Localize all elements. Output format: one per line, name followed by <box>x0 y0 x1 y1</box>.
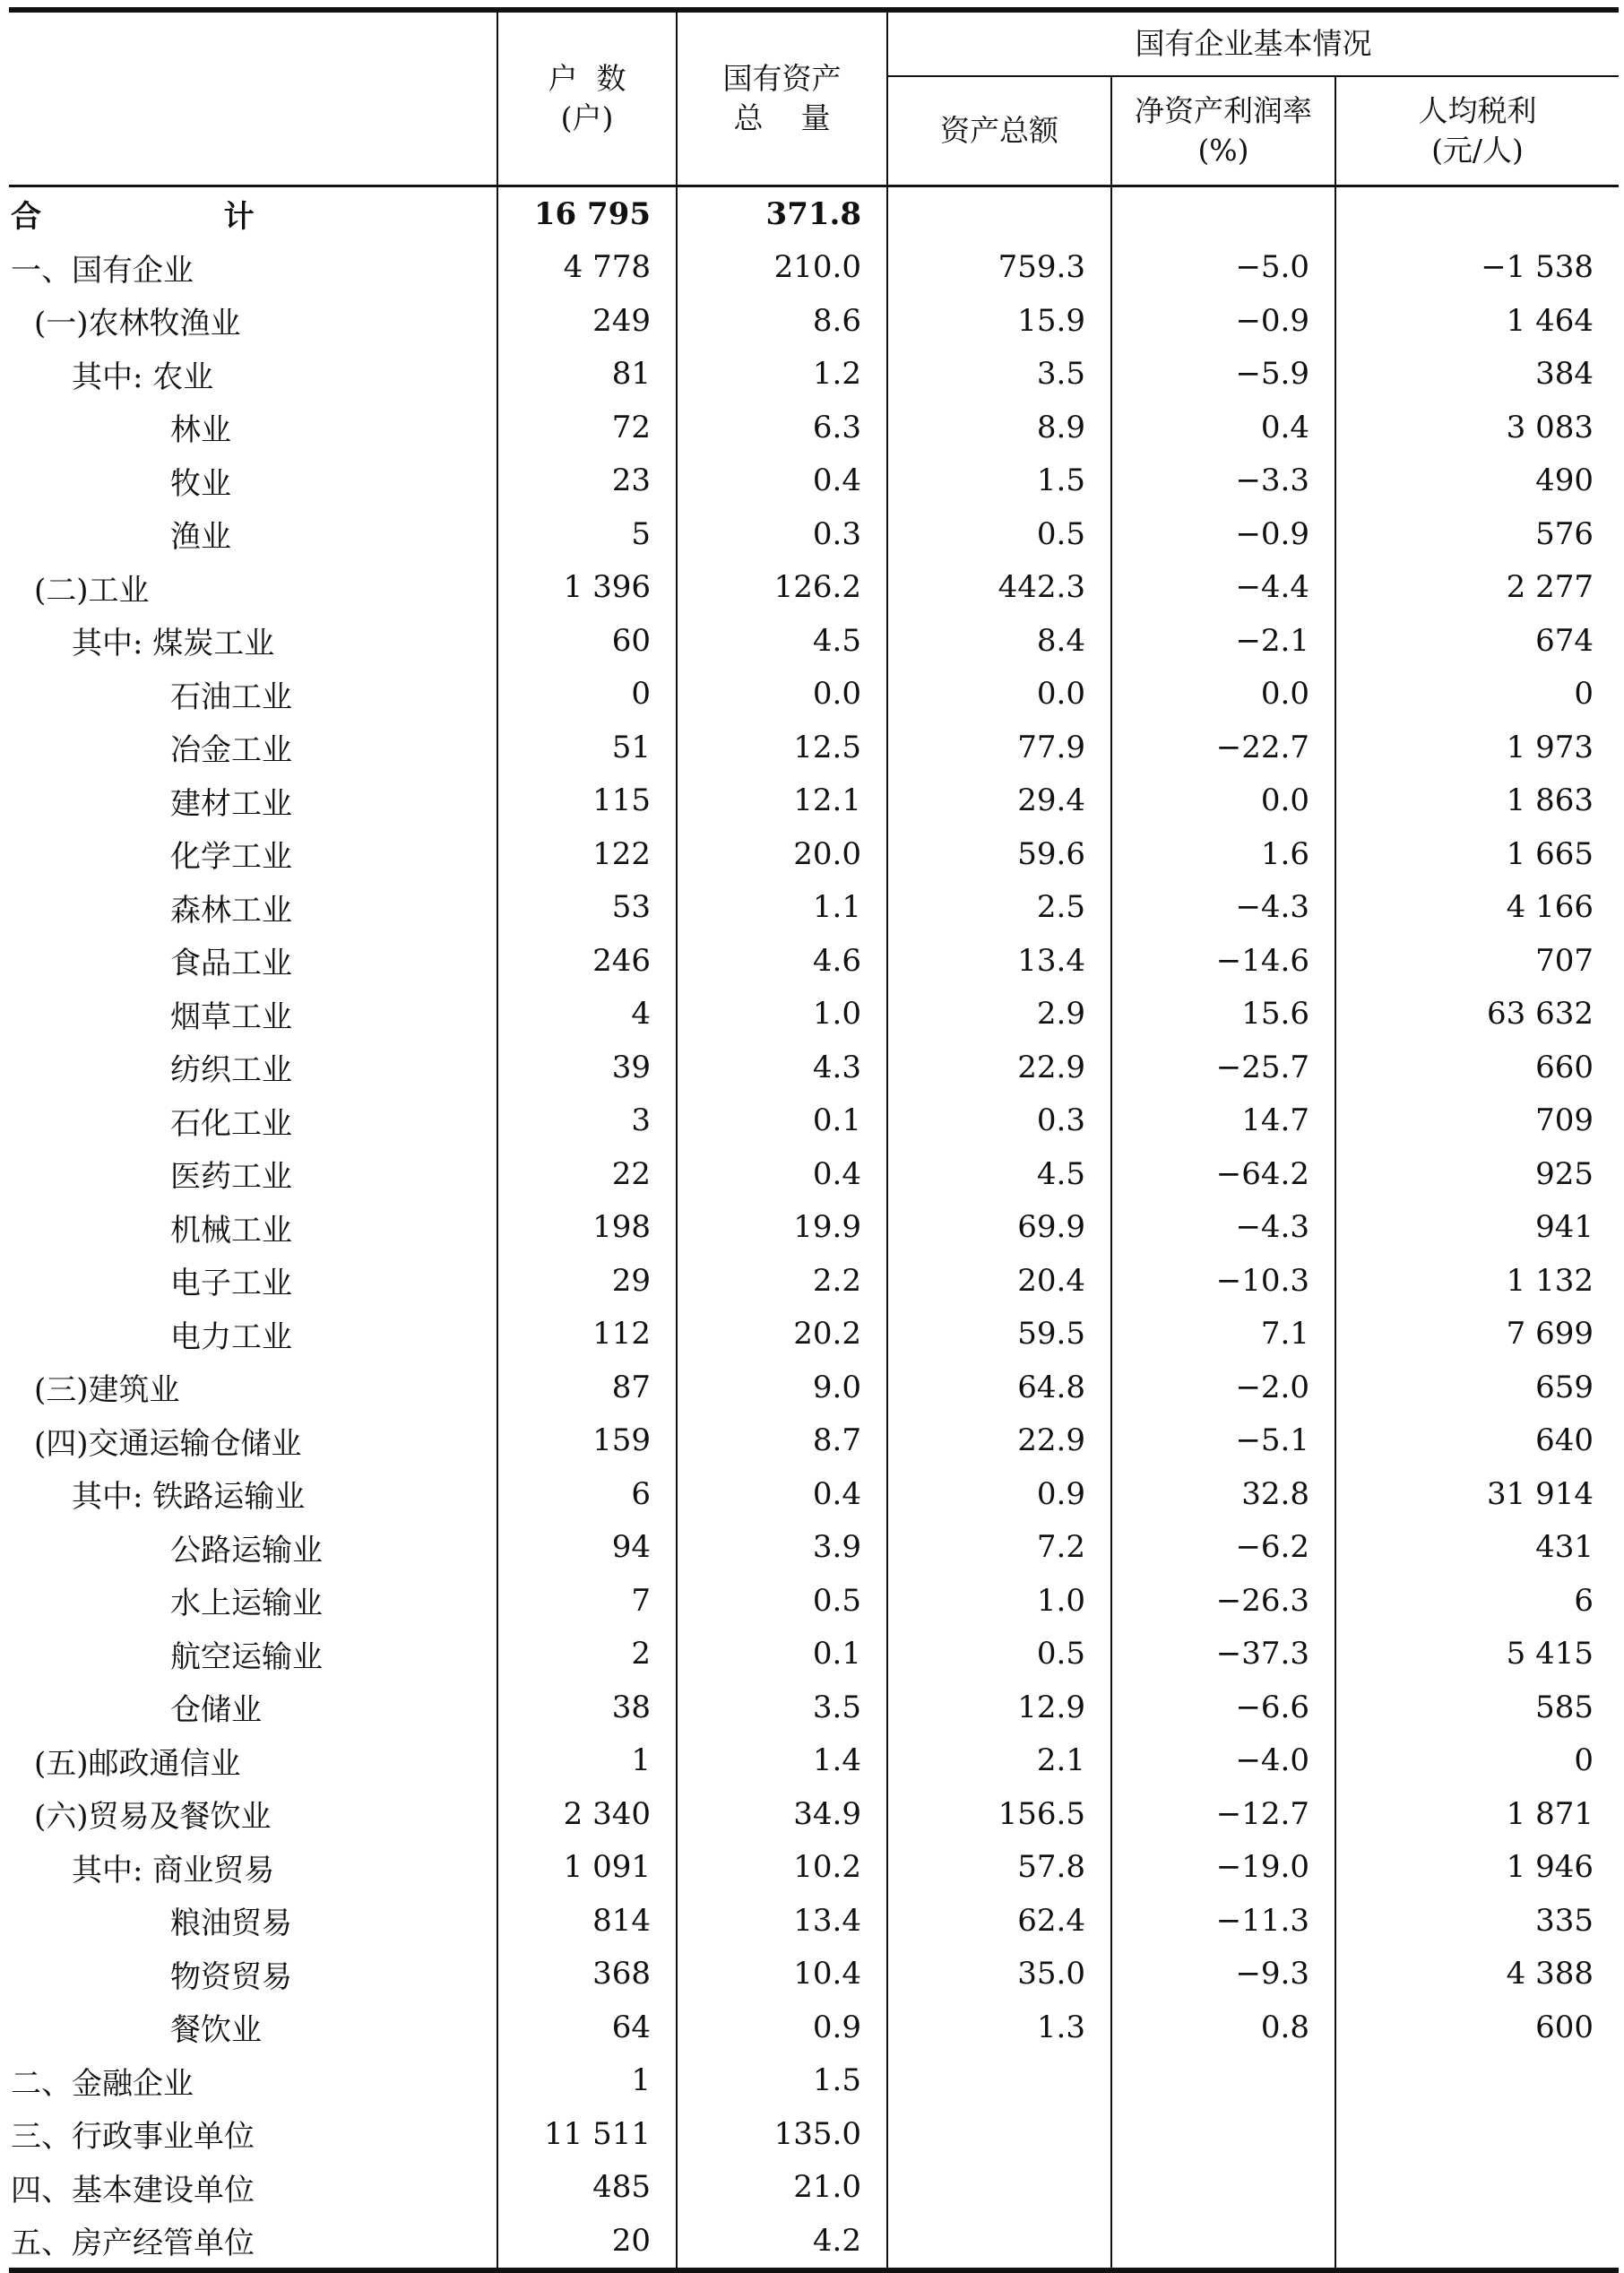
row-label: 其中: 铁路运输业 <box>72 1479 306 1516</box>
cell-households: 72 <box>497 401 677 454</box>
cell-roe: −2.1 <box>1111 614 1335 668</box>
cell-total-assets: 2.9 <box>887 988 1111 1041</box>
cell-households: 64 <box>497 2001 677 2054</box>
cell-state-assets: 8.7 <box>677 1414 887 1468</box>
cell-tax-per-capita: 941 <box>1335 1201 1619 1255</box>
table-row <box>9 294 1619 348</box>
cell-state-assets: 4.6 <box>677 934 887 988</box>
cell-total-assets: 0.3 <box>887 1094 1111 1148</box>
row-label: (二)工业 <box>34 572 150 609</box>
cell-total-assets <box>887 2161 1111 2215</box>
cell-tax-per-capita: 4 166 <box>1335 881 1619 935</box>
cell-tax-per-capita: 384 <box>1335 348 1619 402</box>
table-row <box>9 1467 1619 1521</box>
cell-state-assets: 0.1 <box>677 1628 887 1681</box>
cell-total-assets <box>887 2054 1111 2108</box>
row-label: 电力工业 <box>170 1318 292 1355</box>
row-label: 合 计 <box>11 199 308 236</box>
cell-roe: −12.7 <box>1111 1787 1335 1841</box>
cell-roe: 0.4 <box>1111 401 1335 454</box>
cell-state-assets: 10.4 <box>677 1948 887 2001</box>
row-label: 化学工业 <box>170 839 292 876</box>
header-households-unit: (户) <box>560 100 614 135</box>
table-row <box>9 1894 1619 1948</box>
table-row <box>9 1308 1619 1361</box>
cell-tax-per-capita <box>1335 2214 1619 2270</box>
cell-total-assets: 57.8 <box>887 1841 1111 1895</box>
cell-tax-per-capita: 1 863 <box>1335 774 1619 828</box>
row-label: 一、国有企业 <box>11 252 194 289</box>
cell-households: 2 340 <box>497 1787 677 1841</box>
cell-tax-per-capita: 490 <box>1335 454 1619 508</box>
cell-households: 1 396 <box>497 561 677 615</box>
row-label: 三、行政事业单位 <box>11 2119 255 2156</box>
row-label: 食品工业 <box>170 946 292 982</box>
cell-tax-per-capita <box>1335 186 1619 241</box>
row-label: (五)邮政通信业 <box>34 1745 241 1782</box>
cell-households: 1 091 <box>497 1841 677 1895</box>
cell-total-assets: 1.3 <box>887 2001 1111 2054</box>
cell-state-assets: 4.5 <box>677 614 887 668</box>
cell-total-assets: 4.5 <box>887 1147 1111 1201</box>
header-tax-per-capita-unit: (元/人) <box>1431 133 1524 168</box>
cell-roe: 0.0 <box>1111 774 1335 828</box>
row-label: 二、金融企业 <box>11 2065 194 2102</box>
header-households-title: 户 数 <box>548 61 626 96</box>
cell-state-assets: 19.9 <box>677 1201 887 1255</box>
cell-total-assets: 0.9 <box>887 1467 1111 1521</box>
cell-households: 1 <box>497 2054 677 2108</box>
table-row <box>9 1361 1619 1414</box>
cell-total-assets: 59.6 <box>887 827 1111 881</box>
statistics-table-sheet <box>9 7 1619 2273</box>
header-roe <box>1111 76 1335 186</box>
cell-tax-per-capita: −1 538 <box>1335 241 1619 295</box>
header-state-assets <box>677 10 887 186</box>
cell-state-assets: 13.4 <box>677 1894 887 1948</box>
cell-state-assets: 210.0 <box>677 241 887 295</box>
row-label: (四)交通运输仓储业 <box>34 1425 302 1462</box>
header-state-assets-line2: 总 量 <box>733 100 831 135</box>
table-row <box>9 2107 1619 2161</box>
table-row <box>9 827 1619 881</box>
row-label: 水上运输业 <box>170 1586 323 1622</box>
row-label: 电子工业 <box>170 1266 292 1302</box>
cell-roe: −4.3 <box>1111 881 1335 935</box>
cell-tax-per-capita: 576 <box>1335 507 1619 561</box>
cell-tax-per-capita: 1 464 <box>1335 294 1619 348</box>
cell-roe <box>1111 2214 1335 2270</box>
table-row <box>9 721 1619 774</box>
cell-state-assets: 0.1 <box>677 1094 887 1148</box>
table-row <box>9 1414 1619 1468</box>
cell-households: 29 <box>497 1254 677 1308</box>
cell-state-assets: 135.0 <box>677 2107 887 2161</box>
cell-state-assets: 0.9 <box>677 2001 887 2054</box>
cell-total-assets: 22.9 <box>887 1414 1111 1468</box>
table-row <box>9 348 1619 402</box>
table-row <box>9 1041 1619 1094</box>
cell-households: 81 <box>497 348 677 402</box>
row-label: 森林工业 <box>170 892 292 929</box>
cell-state-assets: 20.2 <box>677 1308 887 1361</box>
table-row <box>9 1201 1619 1255</box>
cell-total-assets: 12.9 <box>887 1681 1111 1734</box>
row-label: 石化工业 <box>170 1105 292 1142</box>
cell-total-assets: 8.4 <box>887 614 1111 668</box>
cell-state-assets: 12.1 <box>677 774 887 828</box>
cell-total-assets: 759.3 <box>887 241 1111 295</box>
cell-tax-per-capita: 600 <box>1335 2001 1619 2054</box>
row-label: 纺织工业 <box>170 1052 292 1089</box>
row-label: 烟草工业 <box>170 998 292 1035</box>
cell-state-assets: 1.4 <box>677 1734 887 1788</box>
cell-roe: −22.7 <box>1111 721 1335 774</box>
cell-roe: −5.0 <box>1111 241 1335 295</box>
header-item-column <box>9 10 497 186</box>
table-row <box>9 1574 1619 1628</box>
cell-roe: 0.8 <box>1111 2001 1335 2054</box>
cell-tax-per-capita: 1 665 <box>1335 827 1619 881</box>
cell-households: 60 <box>497 614 677 668</box>
cell-state-assets: 0.4 <box>677 454 887 508</box>
cell-households: 112 <box>497 1308 677 1361</box>
row-label: (六)贸易及餐饮业 <box>34 1799 272 1836</box>
cell-state-assets: 1.2 <box>677 348 887 402</box>
table-row <box>9 774 1619 828</box>
cell-state-assets: 0.5 <box>677 1574 887 1628</box>
cell-tax-per-capita: 660 <box>1335 1041 1619 1094</box>
cell-roe: 15.6 <box>1111 988 1335 1041</box>
cell-total-assets: 77.9 <box>887 721 1111 774</box>
cell-roe: 14.7 <box>1111 1094 1335 1148</box>
header-state-assets-line1: 国有资产 <box>722 61 842 96</box>
cell-households: 115 <box>497 774 677 828</box>
cell-households: 122 <box>497 827 677 881</box>
cell-total-assets: 8.9 <box>887 401 1111 454</box>
cell-state-assets: 0.3 <box>677 507 887 561</box>
table-row <box>9 1734 1619 1788</box>
cell-tax-per-capita: 63 632 <box>1335 988 1619 1041</box>
cell-roe: −0.9 <box>1111 507 1335 561</box>
table-row <box>9 934 1619 988</box>
cell-households: 159 <box>497 1414 677 1468</box>
cell-roe: −3.3 <box>1111 454 1335 508</box>
cell-roe <box>1111 2054 1335 2108</box>
table-header <box>9 10 1619 186</box>
cell-total-assets: 15.9 <box>887 294 1111 348</box>
cell-tax-per-capita: 925 <box>1335 1147 1619 1201</box>
table-row <box>9 401 1619 454</box>
cell-total-assets: 0.0 <box>887 668 1111 722</box>
cell-state-assets: 12.5 <box>677 721 887 774</box>
table-row <box>9 988 1619 1041</box>
cell-total-assets: 22.9 <box>887 1041 1111 1094</box>
cell-roe: −4.4 <box>1111 561 1335 615</box>
cell-total-assets: 0.5 <box>887 507 1111 561</box>
cell-state-assets: 0.4 <box>677 1467 887 1521</box>
cell-tax-per-capita: 1 946 <box>1335 1841 1619 1895</box>
cell-households: 198 <box>497 1201 677 1255</box>
cell-state-assets: 2.2 <box>677 1254 887 1308</box>
header-roe-title: 净资产利润率 <box>1135 93 1312 128</box>
cell-roe: −25.7 <box>1111 1041 1335 1094</box>
cell-total-assets: 20.4 <box>887 1254 1111 1308</box>
cell-households: 20 <box>497 2214 677 2270</box>
cell-households: 485 <box>497 2161 677 2215</box>
row-label: (一)农林牧渔业 <box>34 306 241 342</box>
cell-tax-per-capita: 659 <box>1335 1361 1619 1414</box>
row-label: 机械工业 <box>170 1212 292 1249</box>
cell-tax-per-capita: 0 <box>1335 668 1619 722</box>
cell-tax-per-capita: 3 083 <box>1335 401 1619 454</box>
table-row <box>9 1254 1619 1308</box>
table-row <box>9 1147 1619 1201</box>
cell-tax-per-capita: 0 <box>1335 1734 1619 1788</box>
cell-households: 814 <box>497 1894 677 1948</box>
cell-roe <box>1111 2161 1335 2215</box>
cell-roe: −26.3 <box>1111 1574 1335 1628</box>
header-households <box>497 10 677 186</box>
cell-households: 1 <box>497 1734 677 1788</box>
table-row <box>9 2214 1619 2270</box>
table-row <box>9 614 1619 668</box>
cell-households: 246 <box>497 934 677 988</box>
row-label: 航空运输业 <box>170 1638 323 1675</box>
cell-state-assets: 1.5 <box>677 2054 887 2108</box>
cell-households: 87 <box>497 1361 677 1414</box>
cell-roe: −4.0 <box>1111 1734 1335 1788</box>
cell-roe: −5.9 <box>1111 348 1335 402</box>
cell-households: 5 <box>497 507 677 561</box>
cell-state-assets: 9.0 <box>677 1361 887 1414</box>
cell-tax-per-capita: 640 <box>1335 1414 1619 1468</box>
table-row <box>9 668 1619 722</box>
row-label: 物资贸易 <box>170 1958 292 1995</box>
cell-roe: −6.6 <box>1111 1681 1335 1734</box>
table-row <box>9 1094 1619 1148</box>
row-label: 医药工业 <box>170 1159 292 1196</box>
cell-households: 38 <box>497 1681 677 1734</box>
cell-roe <box>1111 186 1335 241</box>
cell-total-assets: 59.5 <box>887 1308 1111 1361</box>
cell-roe: 0.0 <box>1111 668 1335 722</box>
cell-state-assets: 34.9 <box>677 1787 887 1841</box>
cell-roe: 32.8 <box>1111 1467 1335 1521</box>
cell-households: 7 <box>497 1574 677 1628</box>
header-tax-per-capita-title: 人均税利 <box>1418 93 1537 128</box>
cell-roe: −2.0 <box>1111 1361 1335 1414</box>
row-label: 四、基本建设单位 <box>11 2172 255 2208</box>
cell-total-assets: 62.4 <box>887 1894 1111 1948</box>
cell-total-assets: 7.2 <box>887 1521 1111 1575</box>
table-row <box>9 507 1619 561</box>
cell-total-assets <box>887 186 1111 241</box>
cell-tax-per-capita: 1 973 <box>1335 721 1619 774</box>
cell-roe: −64.2 <box>1111 1147 1335 1201</box>
row-label: 公路运输业 <box>170 1532 323 1569</box>
cell-households: 11 511 <box>497 2107 677 2161</box>
cell-households: 39 <box>497 1041 677 1094</box>
cell-tax-per-capita: 1 132 <box>1335 1254 1619 1308</box>
header-group-soe-basic: 国有企业基本情况 <box>887 10 1619 76</box>
cell-households: 53 <box>497 881 677 935</box>
cell-tax-per-capita: 674 <box>1335 614 1619 668</box>
cell-state-assets: 371.8 <box>677 186 887 241</box>
cell-tax-per-capita: 5 415 <box>1335 1628 1619 1681</box>
cell-state-assets: 3.5 <box>677 1681 887 1734</box>
row-label: 其中: 商业贸易 <box>72 1852 275 1888</box>
cell-total-assets <box>887 2107 1111 2161</box>
cell-roe: −5.1 <box>1111 1414 1335 1468</box>
table-row <box>9 1521 1619 1575</box>
cell-households: 2 <box>497 1628 677 1681</box>
cell-tax-per-capita: 1 871 <box>1335 1787 1619 1841</box>
cell-total-assets: 1.5 <box>887 454 1111 508</box>
cell-roe: −37.3 <box>1111 1628 1335 1681</box>
header-tax-per-capita <box>1335 76 1619 186</box>
cell-households: 3 <box>497 1094 677 1148</box>
cell-households: 22 <box>497 1147 677 1201</box>
cell-total-assets: 2.1 <box>887 1734 1111 1788</box>
cell-total-assets: 35.0 <box>887 1948 1111 2001</box>
cell-total-assets: 442.3 <box>887 561 1111 615</box>
table-body <box>9 186 1619 2270</box>
table-row <box>9 881 1619 935</box>
row-label: 林业 <box>170 412 231 449</box>
cell-total-assets: 1.0 <box>887 1574 1111 1628</box>
cell-tax-per-capita: 4 388 <box>1335 1948 1619 2001</box>
cell-state-assets: 10.2 <box>677 1841 887 1895</box>
row-label: 牧业 <box>170 465 231 502</box>
table-row <box>9 2054 1619 2108</box>
header-total-assets: 资产总额 <box>887 76 1111 186</box>
cell-households: 368 <box>497 1948 677 2001</box>
cell-state-assets: 0.4 <box>677 1147 887 1201</box>
cell-tax-per-capita: 335 <box>1335 1894 1619 1948</box>
cell-roe: −10.3 <box>1111 1254 1335 1308</box>
cell-households: 4 <box>497 988 677 1041</box>
row-label: 其中: 农业 <box>72 359 214 395</box>
row-label: 仓储业 <box>170 1692 262 1729</box>
cell-roe: −19.0 <box>1111 1841 1335 1895</box>
table-row <box>9 1841 1619 1895</box>
cell-households: 51 <box>497 721 677 774</box>
table-row <box>9 1948 1619 2001</box>
cell-state-assets: 4.3 <box>677 1041 887 1094</box>
table-row <box>9 561 1619 615</box>
cell-households: 23 <box>497 454 677 508</box>
table-row <box>9 2001 1619 2054</box>
cell-total-assets: 156.5 <box>887 1787 1111 1841</box>
table-row <box>9 1628 1619 1681</box>
cell-state-assets: 0.0 <box>677 668 887 722</box>
cell-roe: −11.3 <box>1111 1894 1335 1948</box>
cell-households: 249 <box>497 294 677 348</box>
cell-roe: −0.9 <box>1111 294 1335 348</box>
row-label: 五、房产经管单位 <box>9 2214 497 2270</box>
row-label: 石油工业 <box>170 678 292 715</box>
cell-state-assets: 1.1 <box>677 881 887 935</box>
cell-tax-per-capita: 2 277 <box>1335 561 1619 615</box>
table-row <box>9 1787 1619 1841</box>
cell-state-assets: 1.0 <box>677 988 887 1041</box>
cell-households: 6 <box>497 1467 677 1521</box>
cell-total-assets: 2.5 <box>887 881 1111 935</box>
table-row <box>9 241 1619 295</box>
row-label: 建材工业 <box>170 785 292 822</box>
row-label: 冶金工业 <box>170 732 292 769</box>
row-label: 粮油贸易 <box>170 1906 292 1942</box>
cell-tax-per-capita: 6 <box>1335 1574 1619 1628</box>
table-row <box>9 186 1619 241</box>
cell-total-assets: 69.9 <box>887 1201 1111 1255</box>
row-label: 其中: 煤炭工业 <box>72 626 275 662</box>
cell-state-assets: 21.0 <box>677 2161 887 2215</box>
cell-roe: −6.2 <box>1111 1521 1335 1575</box>
cell-total-assets: 13.4 <box>887 934 1111 988</box>
cell-total-assets: 64.8 <box>887 1361 1111 1414</box>
header-roe-unit: (%) <box>1197 133 1249 168</box>
cell-state-assets: 3.9 <box>677 1521 887 1575</box>
cell-tax-per-capita <box>1335 2161 1619 2215</box>
table-row <box>9 454 1619 508</box>
cell-state-assets: 126.2 <box>677 561 887 615</box>
cell-tax-per-capita: 431 <box>1335 1521 1619 1575</box>
cell-tax-per-capita: 585 <box>1335 1681 1619 1734</box>
cell-households: 16 795 <box>497 186 677 241</box>
cell-tax-per-capita <box>1335 2107 1619 2161</box>
cell-tax-per-capita: 709 <box>1335 1094 1619 1148</box>
state-assets-table <box>9 7 1619 2273</box>
cell-tax-per-capita: 707 <box>1335 934 1619 988</box>
cell-tax-per-capita: 31 914 <box>1335 1467 1619 1521</box>
table-row <box>9 2161 1619 2215</box>
cell-roe: −9.3 <box>1111 1948 1335 2001</box>
cell-roe: −14.6 <box>1111 934 1335 988</box>
cell-tax-per-capita: 7 699 <box>1335 1308 1619 1361</box>
cell-total-assets: 3.5 <box>887 348 1111 402</box>
cell-state-assets: 6.3 <box>677 401 887 454</box>
cell-roe: 1.6 <box>1111 827 1335 881</box>
row-label: (三)建筑业 <box>34 1372 180 1409</box>
row-label: 渔业 <box>170 519 231 556</box>
table-row <box>9 1681 1619 1734</box>
cell-tax-per-capita <box>1335 2054 1619 2108</box>
row-label: 餐饮业 <box>170 2012 262 2049</box>
cell-households: 0 <box>497 668 677 722</box>
cell-households: 4 778 <box>497 241 677 295</box>
cell-roe: 7.1 <box>1111 1308 1335 1361</box>
cell-state-assets: 8.6 <box>677 294 887 348</box>
cell-total-assets: 29.4 <box>887 774 1111 828</box>
cell-total-assets: 0.5 <box>887 1628 1111 1681</box>
cell-state-assets: 20.0 <box>677 827 887 881</box>
cell-state-assets: 4.2 <box>677 2214 887 2270</box>
cell-roe: −4.3 <box>1111 1201 1335 1255</box>
cell-households: 94 <box>497 1521 677 1575</box>
cell-roe <box>1111 2107 1335 2161</box>
cell-total-assets <box>887 2214 1111 2270</box>
